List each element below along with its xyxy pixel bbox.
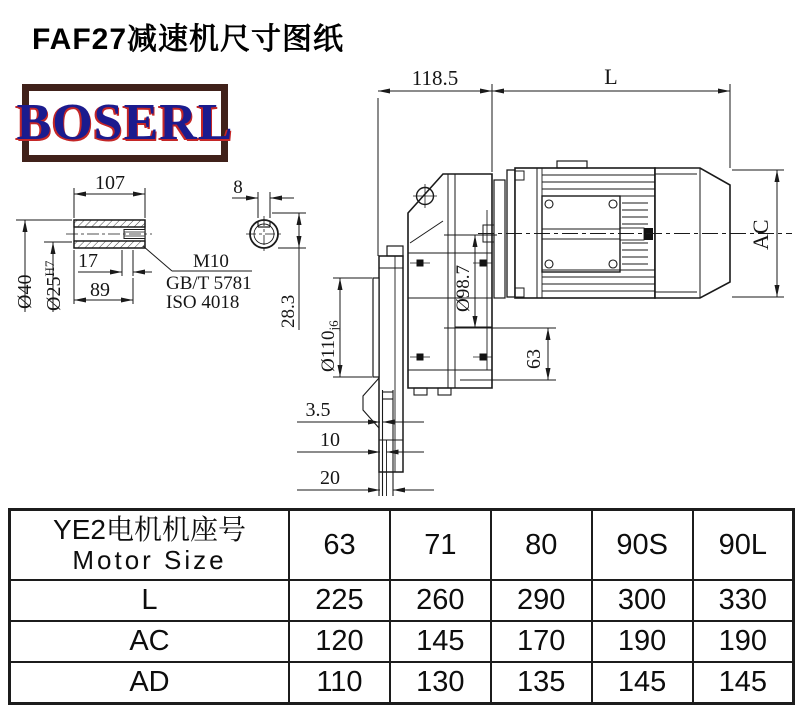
cell-L-80: 290 <box>491 580 592 621</box>
dim-8-label: 8 <box>233 177 243 198</box>
dim-L-label: L <box>604 64 618 89</box>
dim-107-label: 107 <box>95 172 125 194</box>
header-motor-size <box>10 510 290 581</box>
cell-AC-80: 170 <box>491 621 592 662</box>
cell-L-63: 225 <box>289 580 390 621</box>
dim-17-label: 17 <box>78 250 98 272</box>
dim-d40-label: Ø40 <box>14 274 36 309</box>
motor-body <box>478 161 792 298</box>
cell-AD-63: 110 <box>289 662 390 704</box>
cell-AC-90s: 190 <box>592 621 693 662</box>
cell-AC-71: 145 <box>390 621 491 662</box>
cell-AC-90l: 190 <box>693 621 794 662</box>
cell-AD-90s: 145 <box>592 662 693 704</box>
header-size-80: 80 <box>491 510 592 581</box>
dim-3-5-label: 3.5 <box>305 399 331 421</box>
cell-L-90s: 300 <box>592 580 693 621</box>
dim-63-label: 63 <box>523 349 545 369</box>
table-row-L <box>10 580 794 621</box>
row-label-L: L <box>10 580 290 621</box>
technical-drawing <box>0 60 800 505</box>
cell-AD-90l: 145 <box>693 662 794 704</box>
thread-iso-label: ISO 4018 <box>166 292 240 313</box>
table-row-AD <box>10 662 794 704</box>
output-flange <box>363 246 403 496</box>
cell-L-71: 260 <box>390 580 491 621</box>
page-title: FAF27减速机尺寸图纸 <box>32 23 345 56</box>
cell-AC-63: 120 <box>289 621 390 662</box>
dim-118-5-label: 118.5 <box>411 66 459 90</box>
dim-28-3-label: 28.3 <box>278 294 299 328</box>
header-size-71: 71 <box>390 510 491 581</box>
table-header-row <box>10 510 794 581</box>
cell-L-90l: 330 <box>693 580 794 621</box>
thread-gbt-label: GB/T 5781 <box>166 273 252 294</box>
dim-10-label: 10 <box>320 429 340 451</box>
dim-AC-label: AC <box>748 219 773 250</box>
dim-20-label: 20 <box>320 467 340 489</box>
motor-size-table <box>8 508 795 705</box>
thread-m10-label: M10 <box>193 251 229 272</box>
logo-text: BOSERL <box>16 94 234 151</box>
dim-98-7-label: Ø98.7 <box>453 265 474 312</box>
header-motor-size-cn: YE2电机机座号 <box>53 513 246 545</box>
header-size-63: 63 <box>289 510 390 581</box>
dim-d25h7-label: $Ø25^{H7}$ <box>42 260 65 311</box>
header-size-90l: 90L <box>693 510 794 581</box>
dim-89-label: 89 <box>90 279 110 301</box>
cell-AD-71: 130 <box>390 662 491 704</box>
row-label-AD: AD <box>10 662 290 704</box>
header-size-90s: 90S <box>592 510 693 581</box>
row-label-AC: AC <box>10 621 290 662</box>
dim-110j6-label: $Ø110_{j6}$ <box>318 320 341 372</box>
table-row-AC <box>10 621 794 662</box>
header-motor-size-en: Motor Size <box>72 545 227 576</box>
cell-AD-80: 135 <box>491 662 592 704</box>
